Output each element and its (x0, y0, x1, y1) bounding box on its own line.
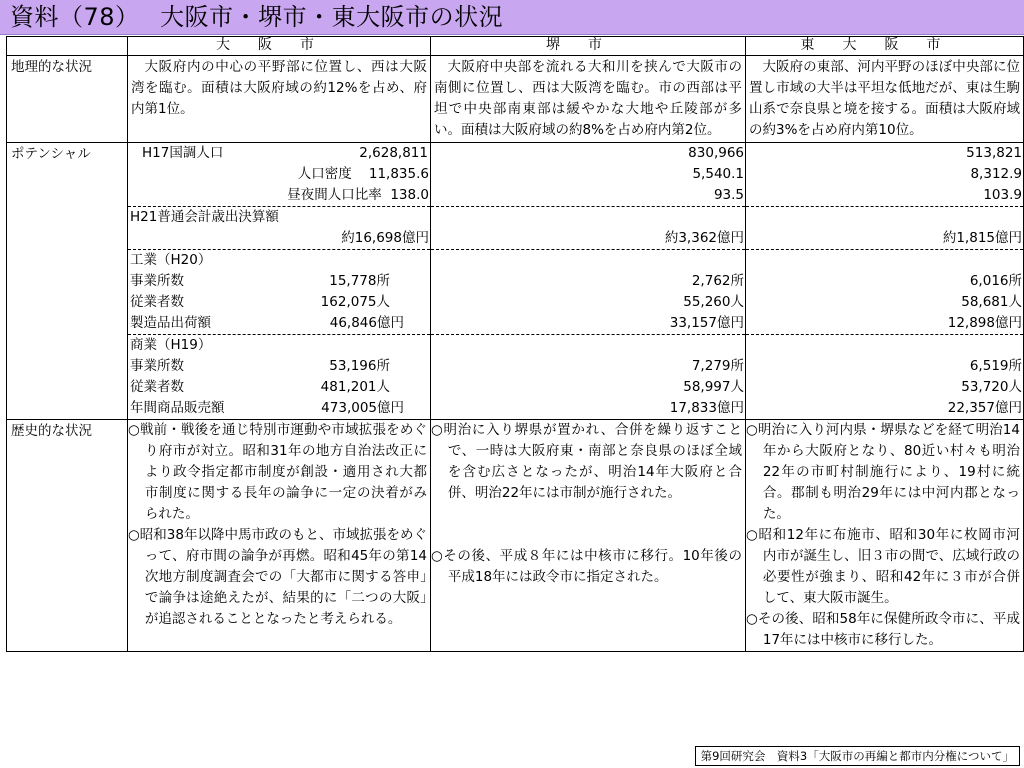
page-title: 資料（78） 大阪市・堺市・東大阪市の状況 (10, 3, 504, 31)
density-label: 人口密度 (297, 166, 352, 182)
commerce-sales-row (128, 398, 430, 419)
industry-shipments-sakai: 33,157億円 (669, 315, 744, 331)
density-row (128, 164, 430, 185)
header-empty (7, 37, 128, 56)
density-sakai: 5,540.1 (692, 166, 744, 182)
title-bar (0, 0, 1024, 35)
history-higashi-item: ○昭和12年に布施市、昭和30年に枚岡市河内市が誕生し、旧３市の間で、広域行政の必要性が強まり、昭和42年に３市が合併して、東大阪市誕生。 (746, 527, 1020, 606)
commerce-establishments-osaka: 53,196所 (329, 358, 390, 374)
industry-establishments-osaka: 15,778所 (329, 273, 390, 289)
industry-spacer (431, 249, 745, 271)
commerce-employees-osaka: 481,201人 (320, 379, 390, 395)
commerce-establishments-label: 事業所数 (130, 358, 184, 374)
budget-higashi: 約1,815億円 (942, 230, 1022, 246)
industry-spacer (746, 249, 1023, 271)
budget-sakai: 約3,362億円 (664, 230, 744, 246)
budget-osaka: 約16,698億円 (341, 230, 429, 246)
source-footer: 第9回研究会 資料3「大阪市の再編と都市内分権について」 (695, 746, 1020, 766)
daynight-sakai: 93.5 (713, 187, 744, 203)
commerce-spacer (746, 334, 1023, 356)
commerce-employees-sakai: 58,997人 (683, 379, 744, 395)
geo-row (7, 56, 1024, 143)
daynight-osaka: 138.0 (390, 187, 429, 203)
header-osaka: 大阪市 (128, 37, 431, 56)
geo-sakai: 大阪府中央部を流れる大和川を挟んで大阪市の南側に位置し、西は大阪湾を臨む。市の西部は平坦で中央部南東部は緩やかな大地や丘陵部が多い。面積は大阪府域の約8%を占め府内第2位。 (434, 59, 742, 138)
population-label: H17国調人口 (142, 145, 224, 161)
industry-employees-sakai: 55,260人 (683, 294, 744, 310)
industry-header: 工業（H20） (128, 249, 430, 271)
potential-label: ポテンシャル (7, 143, 128, 420)
history-higashi-item: ○その後、昭和58年に保健所政令市に、平成17年には中核市に移行した。 (746, 611, 1020, 648)
header-higashi: 東大阪市 (746, 37, 1024, 56)
industry-shipments-label: 製造品出荷額 (130, 315, 211, 331)
budget-spacer (431, 206, 745, 228)
history-osaka (128, 420, 431, 652)
history-sakai-item: ○明治に入り堺県が置かれ、合併を繰り返すことで、一時は大阪府東・南部と奈良県のほぼ全域を含む広さとなったが、明治14年大阪府と合併、明治22年には市制が施行された。 (431, 422, 742, 501)
industry-employees-label: 従業者数 (130, 294, 184, 310)
industry-employees-higashi: 58,681人 (961, 294, 1022, 310)
commerce-sales-higashi: 22,357億円 (947, 400, 1022, 416)
population-sakai: 830,966 (688, 145, 744, 161)
commerce-employees-higashi: 53,720人 (961, 379, 1022, 395)
industry-establishments-sakai: 2,762所 (691, 273, 744, 289)
history-osaka-item: ○戦前・戦後を通じ特別市運動や市域拡張をめぐり府市が対立。昭和31年の地方自治法改正により政令指定都市制度が創設・適用され大都市制度に関する長年の論争に一定の決着がみられた。 (128, 422, 427, 522)
budget-header: H21普通会計歳出決算額 (128, 206, 430, 228)
geo-label: 地理的な状況 (7, 56, 128, 143)
industry-shipments-row (128, 313, 430, 334)
commerce-establishments-row (128, 356, 430, 377)
population-higashi: 513,821 (966, 145, 1022, 161)
history-osaka-item: ○昭和38年以降中馬市政のもと、市域拡張をめぐって、府市間の論争が再燃。昭和45年の第14次地方制度調査会での「大都市に関する答申」で論争は途絶えたが、結果的に「二つの大阪」が追認されることとなったと考えられる。 (128, 527, 427, 627)
industry-employees-row (128, 292, 430, 313)
history-sakai (431, 420, 746, 652)
history-sakai-item: ○その後、平成８年には中核市に移行。10年後の平成18年には政令市に指定された。 (431, 548, 742, 585)
daynight-label: 昼夜間人口比率 (287, 187, 382, 203)
history-higashi-item: ○明治に入り河内県・堺県などを経て明治14年から大阪府となり、80近い村々も明治22年の市町村制施行により、19村に統合。郡制も明治29年には中河内郡となった。 (746, 422, 1020, 522)
geo-osaka: 大阪府内の中心の平野部に位置し、西は大阪湾を臨む。面積は大阪府域の約12%を占め、府内第1位。 (131, 59, 427, 117)
commerce-establishments-sakai: 7,279所 (691, 358, 744, 374)
history-row (7, 420, 1024, 652)
industry-establishments-row (128, 271, 430, 292)
daynight-row (128, 185, 430, 206)
history-label: 歴史的な状況 (7, 420, 128, 652)
geo-higashi: 大阪府の東部、河内平野のほぼ中央部に位置し市域の大半は平坦な低地だが、東は生駒山系で奈良県と境を接する。面積は大阪府域の約3%を占め府内第10位。 (749, 59, 1020, 138)
header-row (7, 37, 1024, 56)
commerce-establishments-higashi: 6,519所 (969, 358, 1022, 374)
industry-shipments-higashi: 12,898億円 (947, 315, 1022, 331)
commerce-employees-label: 従業者数 (130, 379, 184, 395)
header-sakai: 堺市 (431, 37, 746, 56)
commerce-header: 商業（H19） (128, 334, 430, 356)
commerce-employees-row (128, 377, 430, 398)
commerce-sales-label: 年間商品販売額 (130, 400, 225, 416)
population-osaka: 2,628,811 (359, 145, 428, 161)
industry-employees-osaka: 162,075人 (320, 294, 390, 310)
daynight-higashi: 103.9 (983, 187, 1022, 203)
potential-higashi (746, 143, 1024, 420)
density-higashi: 8,312.9 (970, 166, 1022, 182)
potential-osaka (128, 143, 431, 420)
population-row (128, 143, 430, 164)
comparison-table (6, 36, 1024, 652)
industry-establishments-higashi: 6,016所 (969, 273, 1022, 289)
industry-shipments-osaka: 46,846億円 (329, 315, 404, 331)
commerce-sales-osaka: 473,005億円 (321, 400, 404, 416)
history-higashi (746, 420, 1024, 652)
density-osaka: 11,835.6 (368, 166, 429, 182)
potential-sakai (431, 143, 746, 420)
commerce-spacer (431, 334, 745, 356)
industry-establishments-label: 事業所数 (130, 273, 184, 289)
budget-spacer (746, 206, 1023, 228)
potential-row (7, 143, 1024, 420)
commerce-sales-sakai: 17,833億円 (669, 400, 744, 416)
